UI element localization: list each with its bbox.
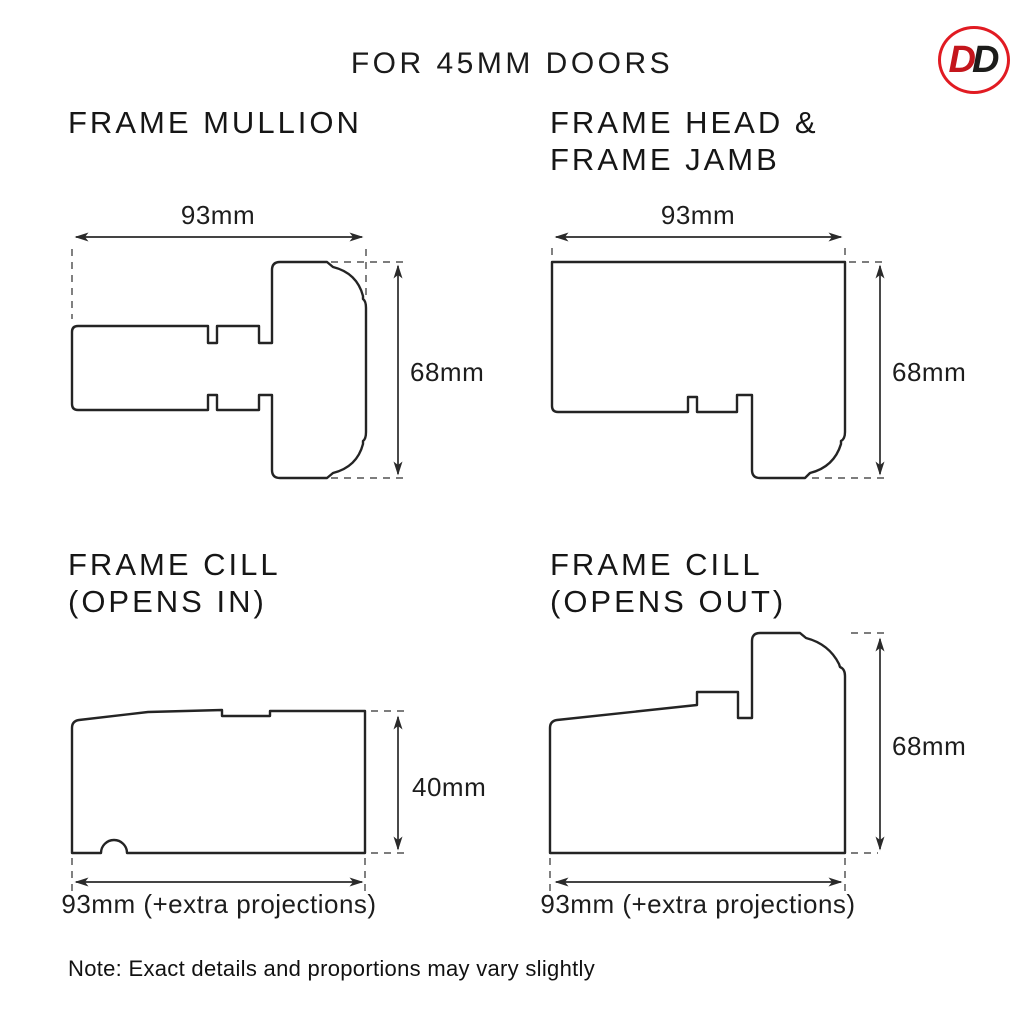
- frame-mullion-diagram: [72, 237, 405, 478]
- heading-line: FRAME HEAD &: [550, 105, 819, 140]
- diagram-heading-frame-cill-opens-out: [550, 546, 786, 620]
- frame-head-jamb-profile: [552, 262, 845, 478]
- frame-cill-opens-out-diagram: [550, 633, 887, 892]
- mullion-width-label: 93mm: [180, 200, 256, 230]
- heading-line: FRAME JAMB: [550, 142, 780, 177]
- brand-logo: [938, 26, 1010, 94]
- frame-cill-opens-in-diagram: [72, 710, 405, 892]
- diagram-heading-frame-mullion: [68, 104, 362, 141]
- frame-cill-opens-out-profile: [550, 633, 845, 853]
- heading-line: FRAME CILL: [68, 547, 281, 582]
- heading-line: FRAME CILL: [550, 547, 763, 582]
- logo-letter-d2: D: [972, 38, 996, 81]
- page-title: FOR 45MM DOORS: [350, 47, 674, 80]
- heading-line: (OPENS IN): [68, 584, 267, 619]
- cill-out-height-label: 68mm: [892, 731, 967, 761]
- heading-line: FRAME MULLION: [68, 105, 362, 140]
- frame-mullion-profile: [72, 262, 366, 478]
- head-width-label: 93mm: [660, 200, 736, 230]
- logo-letter-d1: D: [948, 38, 972, 81]
- cill-out-width-label: 93mm (+extra projections): [540, 889, 856, 919]
- disclaimer-note: Note: Exact details and proportions may vary slightly: [68, 956, 596, 981]
- frame-head-jamb-diagram: [552, 237, 887, 478]
- heading-line: (OPENS OUT): [550, 584, 787, 619]
- mullion-height-label: 68mm: [410, 357, 485, 387]
- frame-cill-opens-in-profile: [72, 710, 365, 853]
- cill-in-width-label: 93mm (+extra projections): [61, 889, 377, 919]
- head-height-label: 68mm: [892, 357, 967, 387]
- diagram-heading-frame-head-jamb: [550, 104, 819, 178]
- cill-in-height-label: 40mm: [412, 772, 487, 802]
- diagram-heading-frame-cill-opens-in: [68, 546, 281, 620]
